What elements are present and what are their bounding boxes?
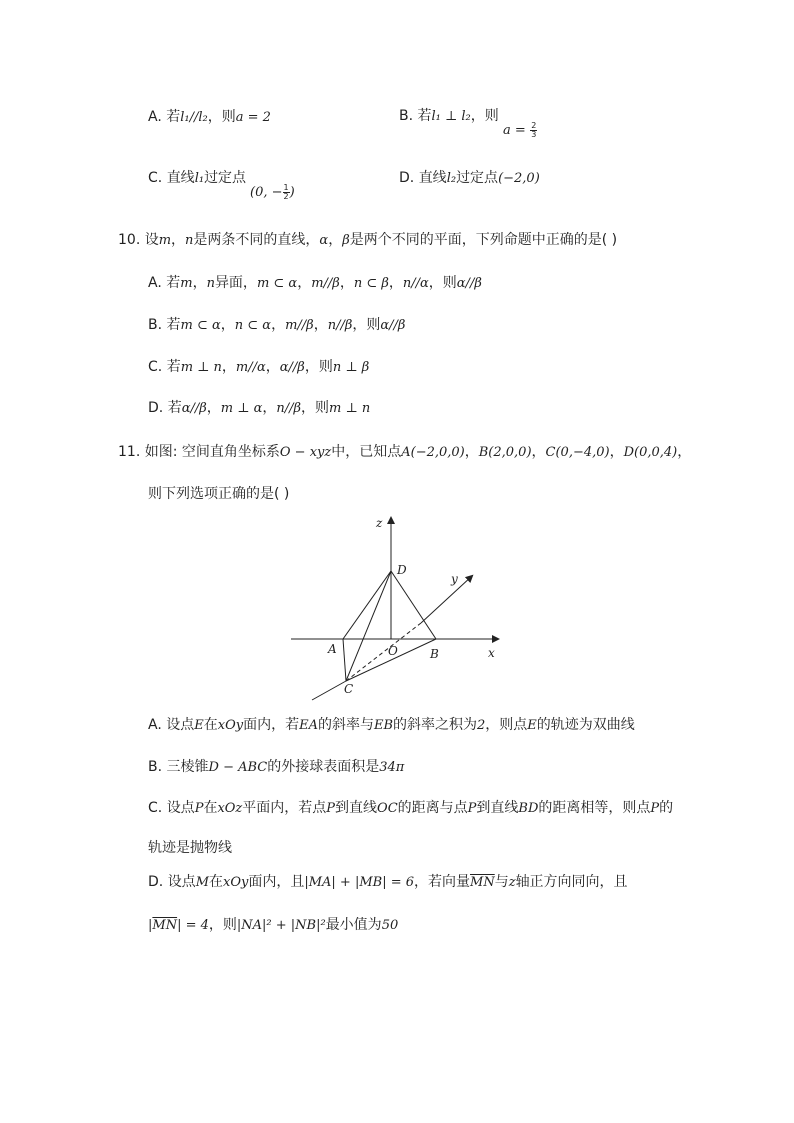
math-run: m ⊂ α	[180, 318, 221, 333]
option-label: B.	[399, 108, 414, 124]
text-run: ，	[220, 317, 235, 333]
option-text	[167, 800, 673, 816]
math-run: n//β	[327, 318, 353, 333]
option-label: C.	[148, 800, 163, 816]
label-C: C	[344, 682, 354, 696]
answer-blank: ( )	[274, 486, 290, 502]
text-run: ，	[464, 444, 479, 460]
q9-option-b: B. 若l₁ ⊥ l₂，则	[399, 108, 499, 124]
math-run: E	[527, 718, 537, 733]
math-run: m//β	[311, 276, 340, 291]
math-run: P	[326, 801, 336, 816]
math-run: n//α	[402, 276, 429, 291]
option-label: D.	[399, 170, 415, 186]
question-number: 11.	[118, 444, 141, 460]
text-run: ，	[313, 317, 328, 333]
text-run: ，	[388, 275, 403, 291]
text-run: 与	[494, 874, 509, 890]
math-run: |MA| + |MB| = 6	[304, 875, 415, 890]
q10-option-c	[148, 357, 369, 378]
question-number: 10.	[118, 232, 141, 248]
math-run: α//β	[279, 360, 305, 375]
math-run: n	[206, 276, 215, 291]
q11-option-a	[148, 715, 635, 736]
text-run: 在	[203, 717, 218, 733]
math-run: |	[148, 918, 153, 933]
q11-stem-line2: 则下列选项正确的是( )	[148, 484, 300, 504]
q10-option-a	[148, 273, 482, 294]
math-run: m ⊥ n	[180, 360, 222, 375]
math-run: xOz	[217, 801, 243, 816]
text-run: 面内，若	[243, 717, 300, 733]
q11-option-c	[148, 798, 673, 819]
math-run: EB	[373, 718, 394, 733]
math-run: C(0,−4,0)	[545, 445, 610, 460]
math-run: OC	[377, 801, 398, 816]
option-label: B.	[148, 317, 163, 333]
q11-option-d-line2	[148, 915, 398, 936]
text-run: ，	[221, 359, 236, 375]
label-O: O	[388, 644, 398, 658]
text-run: 异面，	[214, 275, 257, 291]
option-text	[166, 717, 635, 733]
math-run: xOy	[223, 875, 249, 890]
math-run: $\overline{MN}$	[152, 918, 178, 933]
q11-option-b	[148, 757, 404, 778]
text-run: ，	[531, 444, 546, 460]
math-run: n ⊂ α	[234, 318, 272, 333]
math-run: M	[195, 875, 209, 890]
math-run: m	[180, 276, 193, 291]
math-run: 34π	[379, 760, 405, 775]
math-run: m//β	[285, 318, 314, 333]
text-run: 的外接球表面积是	[267, 759, 380, 775]
math-run: α//β	[380, 318, 406, 333]
text-run: ，	[262, 400, 277, 416]
text-run: 的距离相等，则点	[538, 800, 651, 816]
text-run: 的距离与点	[397, 800, 468, 816]
math-run: D − ABC	[208, 760, 268, 775]
math-run: EA	[299, 718, 318, 733]
text-run: 三棱锥	[166, 759, 209, 775]
q10-option-b	[148, 315, 405, 336]
option-text	[166, 275, 482, 291]
option-label: D.	[148, 874, 164, 890]
text-run: ，	[677, 444, 692, 460]
y-axis	[421, 576, 472, 623]
option-label: A.	[148, 109, 162, 125]
text-run: ，	[339, 275, 354, 291]
text-run: ，则	[352, 317, 381, 333]
text-run: ，若向量	[414, 874, 471, 890]
math-run: E	[194, 718, 204, 733]
option-label: C.	[148, 359, 163, 375]
label-x: x	[488, 646, 495, 660]
text-run: 轴正方向同向，且	[515, 874, 628, 890]
text-run: 设点	[166, 717, 195, 733]
q9-option-c-point: (0, − $\frac{1}{2}$ )	[250, 182, 295, 201]
text-run: ，则	[304, 359, 333, 375]
math-run: BD	[518, 801, 539, 816]
math-run: n//β	[276, 401, 302, 416]
math-run: O − xyz	[279, 445, 332, 460]
option-text	[148, 917, 398, 933]
math-run: A(−2,0,0)	[401, 445, 465, 460]
math-run: xOy	[217, 718, 244, 733]
option-label: B.	[148, 759, 163, 775]
text-run: 如图: 空间直角坐标系	[144, 444, 280, 460]
stem-text	[145, 444, 692, 460]
fraction: $\frac{2}{3}$	[531, 120, 537, 139]
text-run: 中，已知点	[331, 444, 402, 460]
label-A: A	[328, 642, 337, 656]
option-text	[168, 400, 371, 416]
label-D: D	[397, 563, 407, 577]
text-run: ，	[206, 400, 221, 416]
math-run: $\overline{MN}$	[470, 875, 495, 890]
text-run: 若	[166, 275, 181, 291]
option-label: C.	[148, 170, 163, 186]
option-label: A.	[148, 717, 162, 733]
text-run: 的	[659, 800, 674, 816]
text-run: 若	[166, 317, 181, 333]
q11-option-c-line2: 轨迹是抛物线	[148, 840, 232, 856]
math-run: m ⊥ α	[220, 401, 263, 416]
text-run: 的轨迹为双曲线	[536, 717, 635, 733]
text-run: 面内，且	[248, 874, 305, 890]
math-run: 50	[381, 918, 399, 933]
label-z: z	[376, 516, 383, 530]
option-label: A.	[148, 275, 162, 291]
label-y: y	[451, 572, 458, 586]
text-run: 到直线	[335, 800, 378, 816]
math-run: B(2,0,0)	[478, 445, 532, 460]
math-run: 2	[477, 718, 486, 733]
math-run: n ⊥ β	[332, 360, 370, 375]
text-run: 设点	[166, 800, 195, 816]
text-run: 若	[167, 400, 182, 416]
q10-option-d	[148, 398, 370, 419]
text-run: 平面内，若点	[242, 800, 327, 816]
text-run: ，	[265, 359, 280, 375]
math-run: n ⊂ β	[353, 276, 389, 291]
text-run: 最小值为	[325, 917, 382, 933]
text-run: ，	[609, 444, 624, 460]
math-run: α//β	[456, 276, 482, 291]
math-run: D(0,0,4)	[623, 445, 678, 460]
math-run: m//α	[235, 360, 266, 375]
text-run: ，则点	[485, 717, 528, 733]
option-text	[167, 359, 370, 375]
math-run: |NA|² + |NB|²	[236, 918, 326, 933]
q10-stem: 10. 设m，n是两条不同的直线，α，β是两个不同的平面，下列命题中正确的是( )	[118, 230, 628, 251]
text-run: 在	[209, 874, 223, 890]
text-run: 到直线	[476, 800, 519, 816]
text-run: ，则	[428, 275, 457, 291]
text-run: 若	[166, 359, 181, 375]
q9-option-d: D. 直线l₂过定点(−2,0)	[399, 170, 540, 186]
text-run: 在	[203, 800, 218, 816]
text-run: ，	[297, 275, 312, 291]
coordinate-figure	[280, 508, 520, 708]
math-run: P	[467, 801, 477, 816]
math-run: P	[650, 801, 660, 816]
y-axis-negative	[312, 681, 346, 700]
math-run: m ⊥ n	[329, 401, 371, 416]
option-text	[167, 317, 406, 333]
q9-option-c: C. 直线l₁过定点	[148, 170, 247, 186]
math-run: P	[194, 801, 204, 816]
fraction: $\frac{1}{2}$	[283, 182, 289, 201]
math-run: α//β	[181, 401, 207, 416]
text-run: ，则	[208, 917, 237, 933]
option-label: D.	[148, 400, 164, 416]
text-run: ，	[192, 275, 207, 291]
q11-stem	[118, 442, 691, 463]
option-text	[167, 759, 405, 775]
q9-option-b-value: a = $\frac{2}{3}$	[503, 120, 537, 139]
label-B: B	[430, 647, 439, 661]
text-run: 的斜率与	[317, 717, 374, 733]
math-run: z	[508, 875, 516, 890]
text-run: 的斜率之积为	[393, 717, 478, 733]
answer-blank: ( )	[601, 232, 618, 248]
math-run: m ⊂ α	[256, 276, 298, 291]
q9-option-a: A. 若l₁//l₂，则a = 2	[148, 109, 271, 125]
option-text	[168, 874, 628, 890]
math-run: | = 4	[177, 918, 209, 933]
q11-option-d	[148, 872, 628, 893]
text-run: ，则	[301, 400, 330, 416]
text-run: 设点	[167, 874, 196, 890]
text-run: ，	[271, 317, 286, 333]
